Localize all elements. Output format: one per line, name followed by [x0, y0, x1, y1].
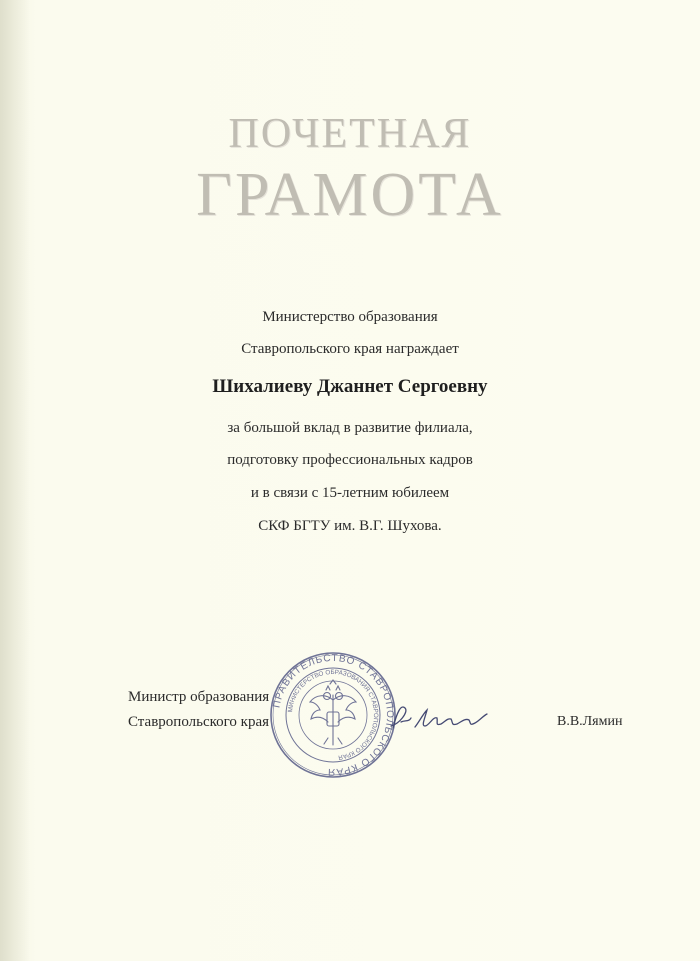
- official-seal-icon: [268, 650, 398, 780]
- reason-line-4: СКФ БГТУ им. В.Г. Шухова.: [258, 518, 442, 534]
- issuer-line-1: Министерство образования: [262, 309, 438, 325]
- svg-text:ПРАВИТЕЛЬСТВО СТАВРОПОЛЬСКОГО: ПРАВИТЕЛЬСТВО СТАВРОПОЛЬСКОГО КРАЯ: [271, 652, 396, 778]
- reason-line-3: и в связи с 15-летним юбилеем: [250, 485, 450, 501]
- title-line-2: ГРАМОТА: [196, 161, 504, 229]
- signer-name: В.В.Лямин: [557, 714, 623, 729]
- reason-line-1: за большой вклад в развитие филиала,: [227, 420, 473, 436]
- issuer-line-2: Ставропольского края награждает: [241, 341, 459, 357]
- signer-position-line-2: Ставропольского края: [128, 714, 269, 730]
- recipient-name: Шихалиеву Джаннет Сергоевну: [212, 376, 488, 397]
- handwritten-signature-icon: [385, 700, 490, 735]
- svg-text:МИНИСТЕРСТВО ОБРАЗОВАНИЯ СТАВР: МИНИСТЕРСТВО ОБРАЗОВАНИЯ СТАВРОПОЛЬСКОГО КРАЯ: [287, 668, 380, 761]
- reason-line-2: подготовку профессиональных кадров: [227, 452, 473, 468]
- title-line-1: ПОЧЕТНАЯ: [228, 111, 472, 157]
- signer-position-line-1: Министр образования: [128, 689, 270, 705]
